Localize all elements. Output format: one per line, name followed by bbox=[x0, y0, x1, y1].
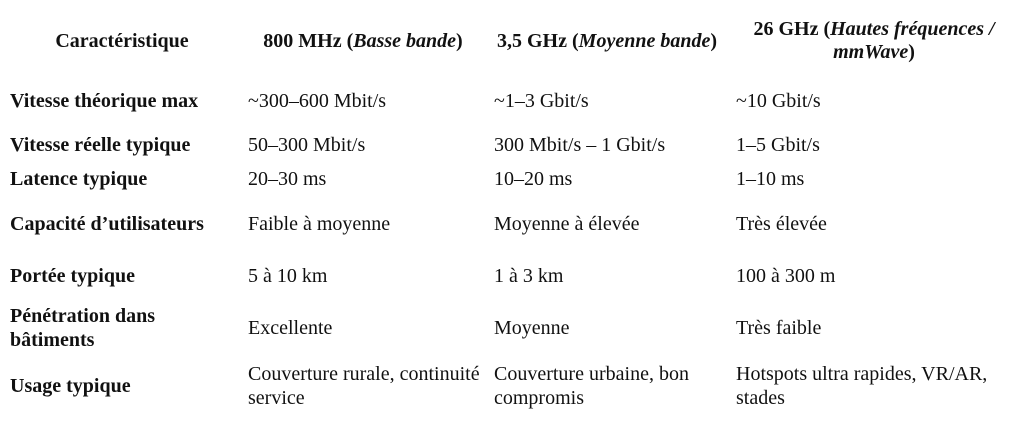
table-cell: 10–20 ms bbox=[494, 168, 573, 190]
table-row bbox=[4, 252, 1020, 300]
table-cell: 300 Mbit/s – 1 Gbit/s bbox=[494, 134, 666, 156]
table-cell: Hotspots ultra rapides, VR/AR, stades bbox=[736, 363, 988, 409]
header-26ghz-italic: Hautes fréquences / mmWave bbox=[830, 18, 995, 63]
header-800mhz-italic: Basse bande bbox=[353, 29, 457, 52]
table-cell: 100 à 300 m bbox=[736, 265, 836, 287]
table-row bbox=[4, 356, 1020, 416]
row-label: Portée typique bbox=[10, 265, 135, 287]
row-label: Capacité d’utilisateurs bbox=[10, 213, 204, 235]
row-label: Usage typique bbox=[10, 375, 131, 397]
table-cell: Faible à moyenne bbox=[248, 213, 391, 235]
table-cell: Couverture rurale, continuité service bbox=[248, 363, 480, 409]
header-26ghz-prefix: 26 GHz ( bbox=[753, 18, 831, 40]
header-3-5ghz-suffix: ) bbox=[710, 29, 717, 52]
header-800mhz-prefix: 800 MHz ( bbox=[263, 29, 354, 52]
frequency-comparison-table bbox=[4, 8, 1020, 416]
table-cell: Excellente bbox=[248, 317, 333, 339]
table-cell: 1 à 3 km bbox=[494, 265, 564, 287]
table-cell: ~300–600 Mbit/s bbox=[248, 90, 387, 112]
table-row bbox=[4, 162, 1020, 196]
table-cell: 20–30 ms bbox=[248, 168, 327, 190]
table-cell: Moyenne bbox=[494, 317, 570, 339]
table-cell: 50–300 Mbit/s bbox=[248, 134, 366, 156]
header-characteristic: Caractéristique bbox=[55, 29, 189, 52]
table-cell: Couverture urbaine, bon compromis bbox=[494, 363, 689, 409]
header-26ghz-suffix: ) bbox=[908, 41, 915, 63]
table-cell: Très élevée bbox=[736, 213, 827, 235]
table-cell: ~10 Gbit/s bbox=[736, 90, 821, 112]
row-label: Vitesse réelle typique bbox=[10, 134, 191, 156]
table-cell: 1–10 ms bbox=[736, 168, 805, 190]
table-row bbox=[4, 128, 1020, 162]
header-3-5ghz bbox=[486, 8, 728, 74]
row-label: Vitesse théorique max bbox=[10, 90, 199, 112]
table-row bbox=[4, 74, 1020, 128]
table-cell: Très faible bbox=[736, 317, 822, 339]
table-row bbox=[4, 196, 1020, 252]
row-label: Pénétration dans bâtiments bbox=[10, 305, 155, 351]
header-800mhz bbox=[240, 8, 486, 74]
row-label: Latence typique bbox=[10, 168, 148, 190]
table-cell: 1–5 Gbit/s bbox=[736, 134, 820, 156]
table-cell: Moyenne à élevée bbox=[494, 213, 640, 235]
table-cell: 5 à 10 km bbox=[248, 265, 328, 287]
header-3-5ghz-prefix: 3,5 GHz ( bbox=[497, 29, 579, 52]
table-header-row bbox=[4, 8, 1020, 74]
table-cell: ~1–3 Gbit/s bbox=[494, 90, 589, 112]
header-800mhz-suffix: ) bbox=[456, 29, 463, 52]
header-26ghz bbox=[728, 8, 1020, 74]
header-3-5ghz-italic: Moyenne bande bbox=[578, 29, 711, 52]
table-row bbox=[4, 300, 1020, 356]
